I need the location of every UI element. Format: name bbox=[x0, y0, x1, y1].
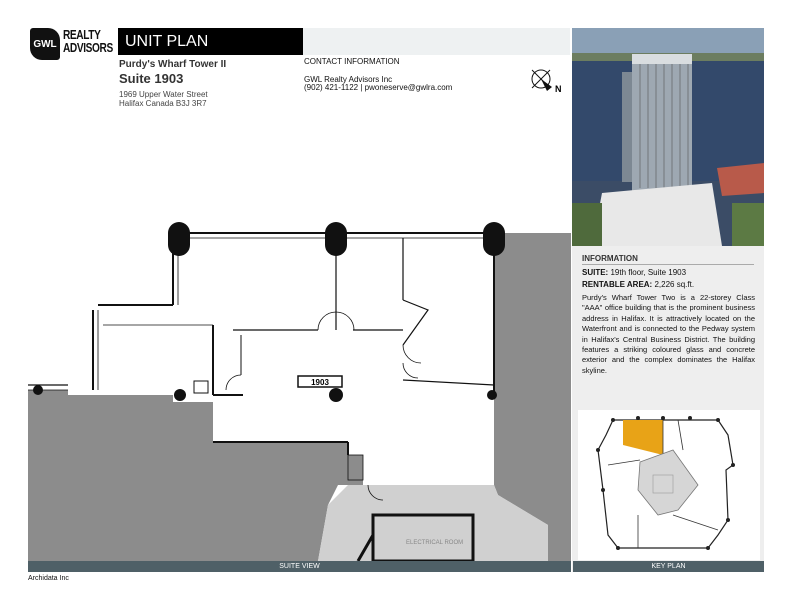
suite-view-bar: SUITE VIEW bbox=[28, 561, 571, 572]
contact-heading: CONTACT INFORMATION bbox=[304, 57, 400, 66]
contact-company: GWL Realty Advisors Inc bbox=[304, 75, 393, 84]
info-description: Purdy's Wharf Tower Two is a 22-storey Class "AAA" office building that is the prominent business address in Halifax. It is attractively located on the Waterfront and is connected to the Pedway system in Halifax's Central Business District. The building features a striking coloured glass and concrete exterior and the complex dominates the Halifax skyline. bbox=[582, 293, 755, 375]
title-bar-extension bbox=[303, 28, 570, 55]
compass-north-label: N bbox=[555, 84, 562, 94]
compass-icon bbox=[526, 64, 566, 96]
page-title: UNIT PLAN bbox=[118, 28, 303, 55]
info-suite-value: 19th floor, Suite 1903 bbox=[610, 268, 687, 277]
logo-text bbox=[63, 28, 113, 54]
key-plan bbox=[578, 410, 760, 560]
info-suite-label: SUITE: bbox=[582, 268, 609, 277]
address-line1: 1969 Upper Water Street bbox=[119, 90, 208, 99]
info-area-value: 2,226 sq.ft. bbox=[654, 280, 695, 289]
contact-phone-email: (902) 421-1122 | pwoneserve@gwlra.com bbox=[304, 83, 453, 92]
info-heading: INFORMATION bbox=[582, 254, 754, 265]
building-name: Purdy's Wharf Tower II bbox=[119, 59, 227, 70]
info-suite bbox=[582, 268, 686, 277]
logo-mark: GWL bbox=[30, 28, 60, 60]
address-line2: Halifax Canada B3J 3R7 bbox=[119, 99, 207, 108]
suite-name: Suite 1903 bbox=[119, 71, 184, 86]
info-area bbox=[582, 280, 694, 289]
key-plan-bar: KEY PLAN bbox=[573, 561, 764, 572]
adjacent-space-left bbox=[28, 390, 363, 561]
credit-text: Archidata Inc bbox=[28, 575, 69, 582]
logo-line1: REALTY bbox=[63, 27, 101, 42]
building-photo bbox=[572, 28, 764, 246]
suite-floor-plan bbox=[28, 205, 571, 561]
electrical-room-label: ELECTRICAL ROOM bbox=[406, 540, 464, 546]
info-area-label: RENTABLE AREA: bbox=[582, 280, 653, 289]
logo-line2: ADVISORS bbox=[63, 40, 113, 55]
unit-label: 1903 bbox=[311, 378, 329, 387]
